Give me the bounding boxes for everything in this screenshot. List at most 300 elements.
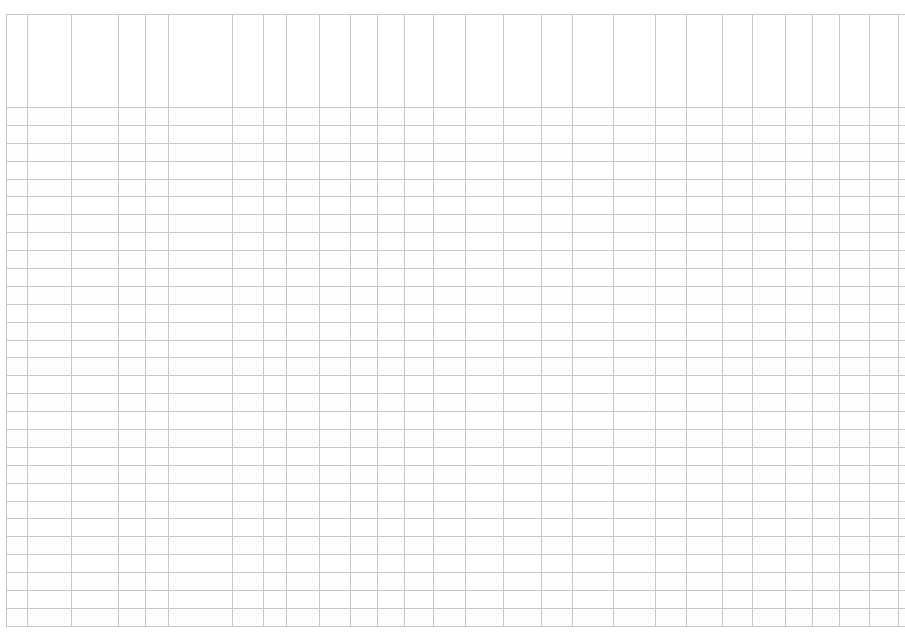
table-cell xyxy=(72,108,119,126)
table-cell xyxy=(378,125,405,143)
table-cell xyxy=(869,269,898,287)
table-cell xyxy=(655,143,686,161)
column-header xyxy=(405,15,434,108)
table-cell xyxy=(319,108,350,126)
table-cell xyxy=(541,412,572,430)
table-cell xyxy=(723,161,752,179)
table-cell xyxy=(351,197,378,215)
table-cell xyxy=(434,465,465,483)
table-cell xyxy=(541,591,572,609)
table-cell xyxy=(264,483,287,501)
table-cell xyxy=(145,125,168,143)
table-cell xyxy=(840,591,869,609)
table-cell xyxy=(813,340,840,358)
table-cell xyxy=(687,286,723,304)
table-cell xyxy=(869,215,898,233)
table-cell xyxy=(434,555,465,573)
table-cell xyxy=(840,143,869,161)
table-cell xyxy=(465,519,503,537)
table-cell xyxy=(378,251,405,269)
table-row xyxy=(7,537,905,555)
table-cell xyxy=(752,555,786,573)
table-cell xyxy=(573,555,613,573)
table-cell xyxy=(655,430,686,448)
table-cell xyxy=(72,125,119,143)
table-cell xyxy=(118,108,145,126)
table-cell xyxy=(687,358,723,376)
table-cell xyxy=(541,358,572,376)
table-cell xyxy=(118,501,145,519)
table-cell xyxy=(503,161,541,179)
table-cell xyxy=(378,376,405,394)
table-cell xyxy=(168,251,232,269)
table-cell xyxy=(465,161,503,179)
table-cell xyxy=(840,161,869,179)
table-cell xyxy=(168,322,232,340)
table-cell xyxy=(405,573,434,591)
table-cell xyxy=(613,251,655,269)
table-cell xyxy=(319,394,350,412)
table-cell xyxy=(655,179,686,197)
table-cell xyxy=(687,430,723,448)
table-cell xyxy=(264,304,287,322)
table-cell xyxy=(168,573,232,591)
table-cell xyxy=(898,251,905,269)
table-cell xyxy=(503,304,541,322)
table-cell xyxy=(503,358,541,376)
table-cell xyxy=(118,143,145,161)
table-cell xyxy=(72,519,119,537)
table-cell xyxy=(319,573,350,591)
table-cell xyxy=(813,465,840,483)
table-cell xyxy=(378,537,405,555)
table-cell xyxy=(723,340,752,358)
table-cell xyxy=(655,125,686,143)
table-cell xyxy=(319,161,350,179)
table-cell xyxy=(434,358,465,376)
table-cell xyxy=(232,197,263,215)
table-cell xyxy=(168,215,232,233)
table-cell xyxy=(752,412,786,430)
table-cell xyxy=(813,447,840,465)
table-cell xyxy=(287,376,320,394)
table-cell xyxy=(7,179,28,197)
table-cell xyxy=(655,233,686,251)
table-cell xyxy=(541,322,572,340)
table-cell xyxy=(786,555,813,573)
table-cell xyxy=(287,537,320,555)
table-cell xyxy=(541,394,572,412)
table-cell xyxy=(319,251,350,269)
table-cell xyxy=(378,358,405,376)
table-cell xyxy=(503,197,541,215)
table-cell xyxy=(378,197,405,215)
table-cell xyxy=(503,465,541,483)
table-cell xyxy=(465,179,503,197)
column-header xyxy=(723,15,752,108)
table-cell xyxy=(869,394,898,412)
table-cell xyxy=(378,555,405,573)
table-cell xyxy=(378,286,405,304)
table-cell xyxy=(72,215,119,233)
table-cell xyxy=(232,233,263,251)
table-cell xyxy=(27,394,72,412)
table-cell xyxy=(378,394,405,412)
table-cell xyxy=(351,537,378,555)
table-cell xyxy=(840,608,869,626)
table-cell xyxy=(72,483,119,501)
table-cell xyxy=(786,143,813,161)
column-header xyxy=(145,15,168,108)
column-header xyxy=(813,15,840,108)
table-cell xyxy=(752,322,786,340)
table-cell xyxy=(232,286,263,304)
table-cell xyxy=(434,501,465,519)
table-cell xyxy=(118,537,145,555)
table-cell xyxy=(72,465,119,483)
table-cell xyxy=(573,161,613,179)
table-cell xyxy=(869,430,898,448)
table-cell xyxy=(7,269,28,287)
table-cell xyxy=(72,161,119,179)
table-cell xyxy=(351,215,378,233)
table-cell xyxy=(168,447,232,465)
table-cell xyxy=(573,251,613,269)
table-cell xyxy=(503,573,541,591)
table-cell xyxy=(503,447,541,465)
column-header xyxy=(613,15,655,108)
table-cell xyxy=(541,233,572,251)
table-cell xyxy=(434,608,465,626)
table-cell xyxy=(118,286,145,304)
table-cell xyxy=(655,358,686,376)
table-cell xyxy=(287,430,320,448)
table-cell xyxy=(378,161,405,179)
table-cell xyxy=(613,340,655,358)
table-cell xyxy=(840,483,869,501)
table-cell xyxy=(687,608,723,626)
table-cell xyxy=(573,179,613,197)
table-cell xyxy=(7,573,28,591)
table-cell xyxy=(898,125,905,143)
table-cell xyxy=(898,537,905,555)
table-cell xyxy=(319,215,350,233)
table-cell xyxy=(27,447,72,465)
table-cell xyxy=(118,125,145,143)
table-cell xyxy=(287,108,320,126)
table-cell xyxy=(503,519,541,537)
table-cell xyxy=(319,430,350,448)
table-cell xyxy=(168,608,232,626)
table-cell xyxy=(145,251,168,269)
table-cell xyxy=(786,519,813,537)
table-cell xyxy=(434,537,465,555)
table-cell xyxy=(405,161,434,179)
table-cell xyxy=(869,555,898,573)
table-cell xyxy=(7,215,28,233)
table-cell xyxy=(541,555,572,573)
table-cell xyxy=(118,573,145,591)
table-cell xyxy=(813,430,840,448)
table-cell xyxy=(813,304,840,322)
table-cell xyxy=(434,215,465,233)
table-cell xyxy=(786,161,813,179)
table-cell xyxy=(118,608,145,626)
table-cell xyxy=(869,412,898,430)
table-cell xyxy=(786,412,813,430)
table-cell xyxy=(613,430,655,448)
table-cell xyxy=(287,608,320,626)
table-cell xyxy=(145,143,168,161)
table-cell xyxy=(72,608,119,626)
table-cell xyxy=(786,537,813,555)
table-cell xyxy=(405,125,434,143)
table-cell xyxy=(378,591,405,609)
table-cell xyxy=(465,286,503,304)
table-cell xyxy=(27,215,72,233)
table-cell xyxy=(232,161,263,179)
table-cell xyxy=(465,143,503,161)
table-cell xyxy=(145,179,168,197)
table-cell xyxy=(898,215,905,233)
table-cell xyxy=(573,322,613,340)
table-cell xyxy=(503,501,541,519)
table-cell xyxy=(723,376,752,394)
table-cell xyxy=(319,376,350,394)
table-cell xyxy=(72,555,119,573)
table-cell xyxy=(723,483,752,501)
table-cell xyxy=(264,447,287,465)
table-cell xyxy=(752,447,786,465)
table-cell xyxy=(723,304,752,322)
table-cell xyxy=(687,108,723,126)
table-cell xyxy=(287,233,320,251)
table-cell xyxy=(613,573,655,591)
table-cell xyxy=(869,358,898,376)
table-cell xyxy=(869,591,898,609)
table-cell xyxy=(168,197,232,215)
table-cell xyxy=(723,591,752,609)
table-cell xyxy=(264,251,287,269)
table-cell xyxy=(898,376,905,394)
table-cell xyxy=(840,376,869,394)
table-cell xyxy=(503,430,541,448)
table-cell xyxy=(118,179,145,197)
table-cell xyxy=(687,376,723,394)
table-cell xyxy=(813,179,840,197)
table-cell xyxy=(503,269,541,287)
table-cell xyxy=(434,573,465,591)
table-cell xyxy=(27,358,72,376)
table-cell xyxy=(264,125,287,143)
table-row xyxy=(7,304,905,322)
table-cell xyxy=(752,519,786,537)
table-cell xyxy=(319,501,350,519)
table-cell xyxy=(752,143,786,161)
table-cell xyxy=(813,197,840,215)
table-cell xyxy=(898,286,905,304)
table-cell xyxy=(319,322,350,340)
table-cell xyxy=(541,161,572,179)
table-cell xyxy=(898,358,905,376)
table-cell xyxy=(351,412,378,430)
column-header xyxy=(573,15,613,108)
table-cell xyxy=(27,304,72,322)
table-cell xyxy=(145,215,168,233)
table-cell xyxy=(145,376,168,394)
table-cell xyxy=(264,197,287,215)
table-cell xyxy=(264,537,287,555)
table-cell xyxy=(118,412,145,430)
table-cell xyxy=(813,161,840,179)
table-cell xyxy=(655,573,686,591)
table-cell xyxy=(869,537,898,555)
table-cell xyxy=(898,608,905,626)
table-cell xyxy=(434,394,465,412)
table-cell xyxy=(752,179,786,197)
table-cell xyxy=(405,304,434,322)
table-cell xyxy=(232,179,263,197)
table-cell xyxy=(319,304,350,322)
table-cell xyxy=(27,269,72,287)
table-cell xyxy=(145,340,168,358)
table-cell xyxy=(840,108,869,126)
table-cell xyxy=(27,161,72,179)
table-cell xyxy=(752,376,786,394)
table-cell xyxy=(687,125,723,143)
table-cell xyxy=(613,447,655,465)
table-cell xyxy=(655,608,686,626)
table-cell xyxy=(813,376,840,394)
table-cell xyxy=(752,251,786,269)
table-cell xyxy=(287,197,320,215)
table-cell xyxy=(378,215,405,233)
column-header xyxy=(541,15,572,108)
table-cell xyxy=(840,215,869,233)
table-cell xyxy=(752,465,786,483)
table-cell xyxy=(869,233,898,251)
table-cell xyxy=(503,251,541,269)
column-header xyxy=(319,15,350,108)
table-cell xyxy=(465,501,503,519)
table-cell xyxy=(378,519,405,537)
table-cell xyxy=(541,125,572,143)
table-cell xyxy=(319,125,350,143)
table-cell xyxy=(813,143,840,161)
table-cell xyxy=(405,501,434,519)
table-cell xyxy=(378,143,405,161)
table-cell xyxy=(840,555,869,573)
table-cell xyxy=(27,233,72,251)
table-cell xyxy=(232,555,263,573)
table-cell xyxy=(434,125,465,143)
table-cell xyxy=(434,197,465,215)
table-cell xyxy=(613,322,655,340)
table-cell xyxy=(319,519,350,537)
table-cell xyxy=(573,233,613,251)
table-cell xyxy=(351,143,378,161)
column-header xyxy=(786,15,813,108)
table-cell xyxy=(613,501,655,519)
table-cell xyxy=(898,447,905,465)
table-cell xyxy=(786,269,813,287)
column-header xyxy=(264,15,287,108)
table-cell xyxy=(351,519,378,537)
table-cell xyxy=(27,573,72,591)
table-cell xyxy=(232,501,263,519)
table-cell xyxy=(655,555,686,573)
table-cell xyxy=(72,304,119,322)
table-cell xyxy=(813,108,840,126)
table-cell xyxy=(541,215,572,233)
table-cell xyxy=(405,143,434,161)
table-cell xyxy=(27,483,72,501)
table-cell xyxy=(72,430,119,448)
table-cell xyxy=(573,591,613,609)
table-cell xyxy=(752,161,786,179)
table-cell xyxy=(573,215,613,233)
table-cell xyxy=(898,412,905,430)
table-cell xyxy=(319,179,350,197)
table-cell xyxy=(72,412,119,430)
table-cell xyxy=(232,412,263,430)
table-cell xyxy=(503,376,541,394)
table-cell xyxy=(27,519,72,537)
table-cell xyxy=(898,269,905,287)
table-cell xyxy=(786,322,813,340)
table-cell xyxy=(723,269,752,287)
table-cell xyxy=(319,483,350,501)
table-cell xyxy=(405,555,434,573)
table-cell xyxy=(232,251,263,269)
table-cell xyxy=(232,591,263,609)
table-cell xyxy=(723,251,752,269)
table-cell xyxy=(840,430,869,448)
table-cell xyxy=(72,233,119,251)
table-cell xyxy=(786,304,813,322)
table-cell xyxy=(869,501,898,519)
table-cell xyxy=(898,573,905,591)
table-cell xyxy=(27,286,72,304)
table-cell xyxy=(118,394,145,412)
table-cell xyxy=(786,197,813,215)
table-cell xyxy=(168,394,232,412)
table-cell xyxy=(287,125,320,143)
table-cell xyxy=(813,125,840,143)
table-cell xyxy=(655,447,686,465)
table-cell xyxy=(573,573,613,591)
table-cell xyxy=(434,269,465,287)
table-cell xyxy=(168,143,232,161)
table-cell xyxy=(434,179,465,197)
table-cell xyxy=(465,322,503,340)
table-cell xyxy=(434,376,465,394)
table-cell xyxy=(7,233,28,251)
table-cell xyxy=(465,573,503,591)
table-cell xyxy=(465,340,503,358)
table-cell xyxy=(786,215,813,233)
table-cell xyxy=(351,358,378,376)
table-cell xyxy=(351,447,378,465)
table-cell xyxy=(264,465,287,483)
table-cell xyxy=(145,161,168,179)
table-cell xyxy=(840,286,869,304)
table-cell xyxy=(898,179,905,197)
table-cell xyxy=(898,233,905,251)
table-cell xyxy=(541,304,572,322)
table-cell xyxy=(378,179,405,197)
table-cell xyxy=(264,555,287,573)
